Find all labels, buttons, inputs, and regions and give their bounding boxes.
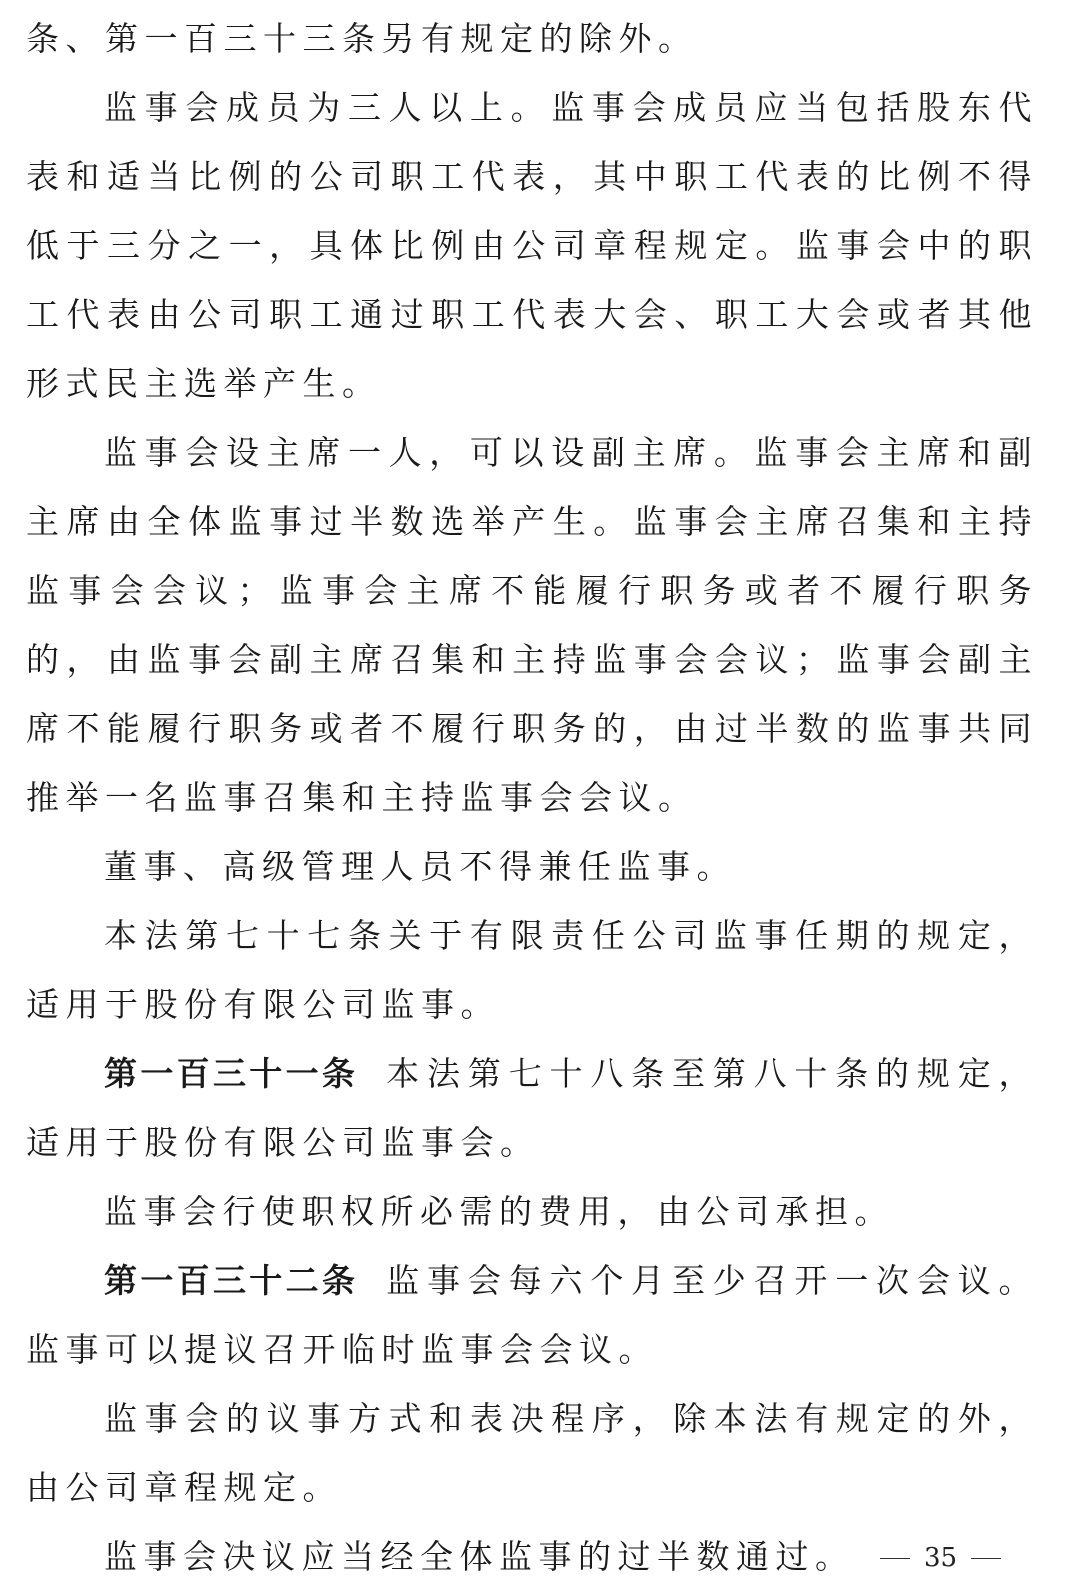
paragraph-expenses: 监事会行使职权所必需的费用，由公司承担。	[104, 1192, 894, 1231]
page-number-value: 35	[924, 1543, 958, 1573]
article-number: 第一百三十二条	[104, 1261, 359, 1300]
paragraph-no-concurrent-role: 董事、高级管理人员不得兼任监事。	[104, 847, 736, 886]
paragraph-procedures: 监事会的议事方式和表决程序，除本法有规定的外，由公司章程规定。	[26, 1399, 1038, 1507]
paragraph-supervisor-composition: 监事会成员为三人以上。监事会成员应当包括股东代表和适当比例的公司职工代表，其中职工代表的比例不得低于三分之一，具体比例由公司章程规定。监事会中的职工代表由公司职工通过职工代表大会、职工大会或者其他形式民主选举产生。	[26, 88, 1038, 403]
paragraph-supervisor-chair: 监事会设主席一人，可以设副主席。监事会主席和副主席由全体监事过半数选举产生。监事会主席召集和主持监事会会议；监事会主席不能履行职务或者不履行职务的，由监事会副主席召集和主持监事会会议；监事会副主席不能履行职务或者不履行职务的，由过半数的监事共同推举一名监事召集和主持监事会会议。	[26, 433, 1038, 817]
document-body	[26, 4, 1038, 1591]
dash-left	[880, 1558, 910, 1559]
article-131	[26, 1039, 1038, 1177]
article-number: 第一百三十一条	[104, 1054, 359, 1093]
article-text: 本法第七十八条至第八十条的规定，适用于股份有限公司监事会。	[26, 1054, 1039, 1162]
paragraph-continuation: 条、第一百三十三条另有规定的除外。	[26, 19, 698, 58]
paragraph-term-of-office: 本法第七十七条关于有限责任公司监事任期的规定，适用于股份有限公司监事。	[26, 916, 1038, 1024]
dash-right	[971, 1558, 1001, 1559]
article-132	[26, 1246, 1038, 1384]
article-text: 监事会每六个月至少召开一次会议。监事可以提议召开临时监事会会议。	[26, 1261, 1039, 1369]
page-number	[880, 1540, 1030, 1576]
paragraph-resolution: 监事会决议应当经全体监事的过半数通过。	[104, 1537, 855, 1576]
